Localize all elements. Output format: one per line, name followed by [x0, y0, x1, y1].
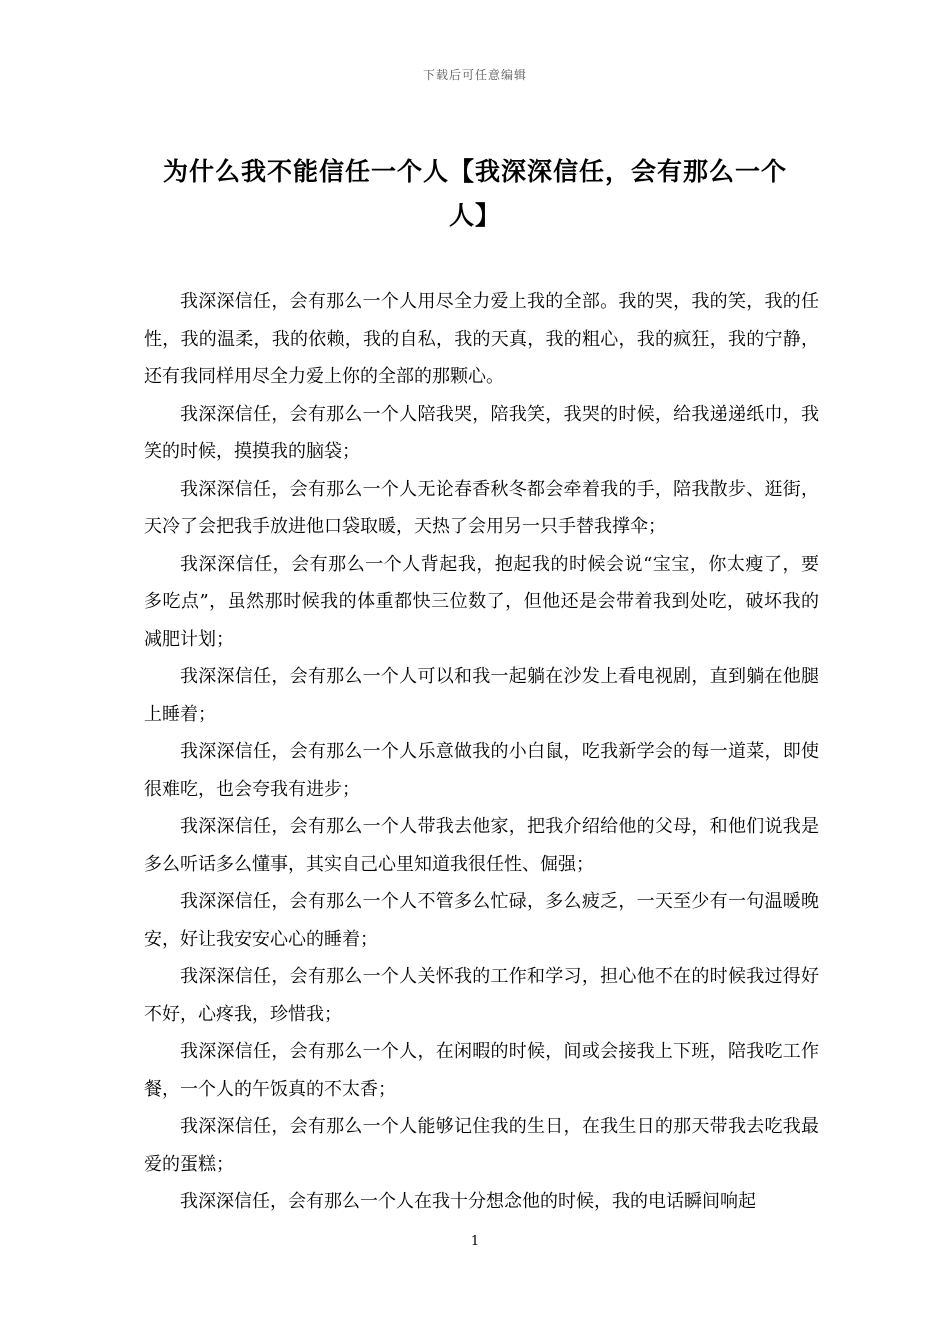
paragraph: 我深深信任，会有那么一个人陪我哭，陪我笑，我哭的时候，给我递递纸巾，我笑的时候，摸摸我的脑袋；: [144, 403, 819, 462]
paragraph: 我深深信任，会有那么一个人带我去他家，把我介绍给他的父母，和他们说我是多么听话多么懂事，其实自己心里知道我很任性、倔强；: [144, 816, 819, 875]
paragraph: 我深深信任，会有那么一个人用尽全力爱上我的全部。我的哭，我的笑，我的任性，我的温柔，我的依赖，我的自私，我的天真，我的粗心，我的疯狂，我的宁静，还有我同样用尽全力爱上你的全部的那颗心。: [144, 291, 819, 387]
paragraph: 我深深信任，会有那么一个人，在闲暇的时候，间或会接我上下班，陪我吃工作餐，一个人的午饭真的不太香；: [144, 1041, 819, 1100]
document-body: [144, 283, 819, 1221]
paragraph: 我深深信任，会有那么一个人不管多么忙碌，多么疲乏，一天至少有一句温暖晚安，好让我安安心心的睡着；: [144, 891, 819, 950]
paragraph: 我深深信任，会有那么一个人乐意做我的小白鼠，吃我新学会的每一道菜，即使很难吃，也会夸我有进步；: [144, 741, 819, 800]
paragraph: 我深深信任，会有那么一个人能够记住我的生日，在我生日的那天带我去吃我最爱的蛋糕；: [144, 1116, 819, 1175]
paragraph: 我深深信任，会有那么一个人背起我，抱起我的时候会说“宝宝，你太瘦了，要多吃点”，虽然那时候我的体重都快三位数了，但他还是会带着我到处吃，破坏我的减肥计划；: [144, 553, 819, 650]
header-note: 下载后可任意编辑: [422, 68, 527, 82]
document-title: 为什么我不能信任一个人【我深深信任，会有那么一个人】: [162, 157, 787, 230]
page-number: 1: [470, 1234, 480, 1249]
paragraph: 我深深信任，会有那么一个人在我十分想念他的时候，我的电话瞬间响起: [180, 1191, 756, 1212]
paragraph: 我深深信任，会有那么一个人可以和我一起躺在沙发上看电视剧，直到躺在他腿上睡着；: [144, 666, 819, 725]
paragraph: 我深深信任，会有那么一个人关怀我的工作和学习，担心他不在的时候我过得好不好，心疼我，珍惜我；: [144, 966, 819, 1025]
paragraph: 我深深信任，会有那么一个人无论春香秋冬都会牵着我的手，陪我散步、逛街，天冷了会把我手放进他口袋取暖，天热了会用另一只手替我撑伞；: [144, 478, 819, 537]
